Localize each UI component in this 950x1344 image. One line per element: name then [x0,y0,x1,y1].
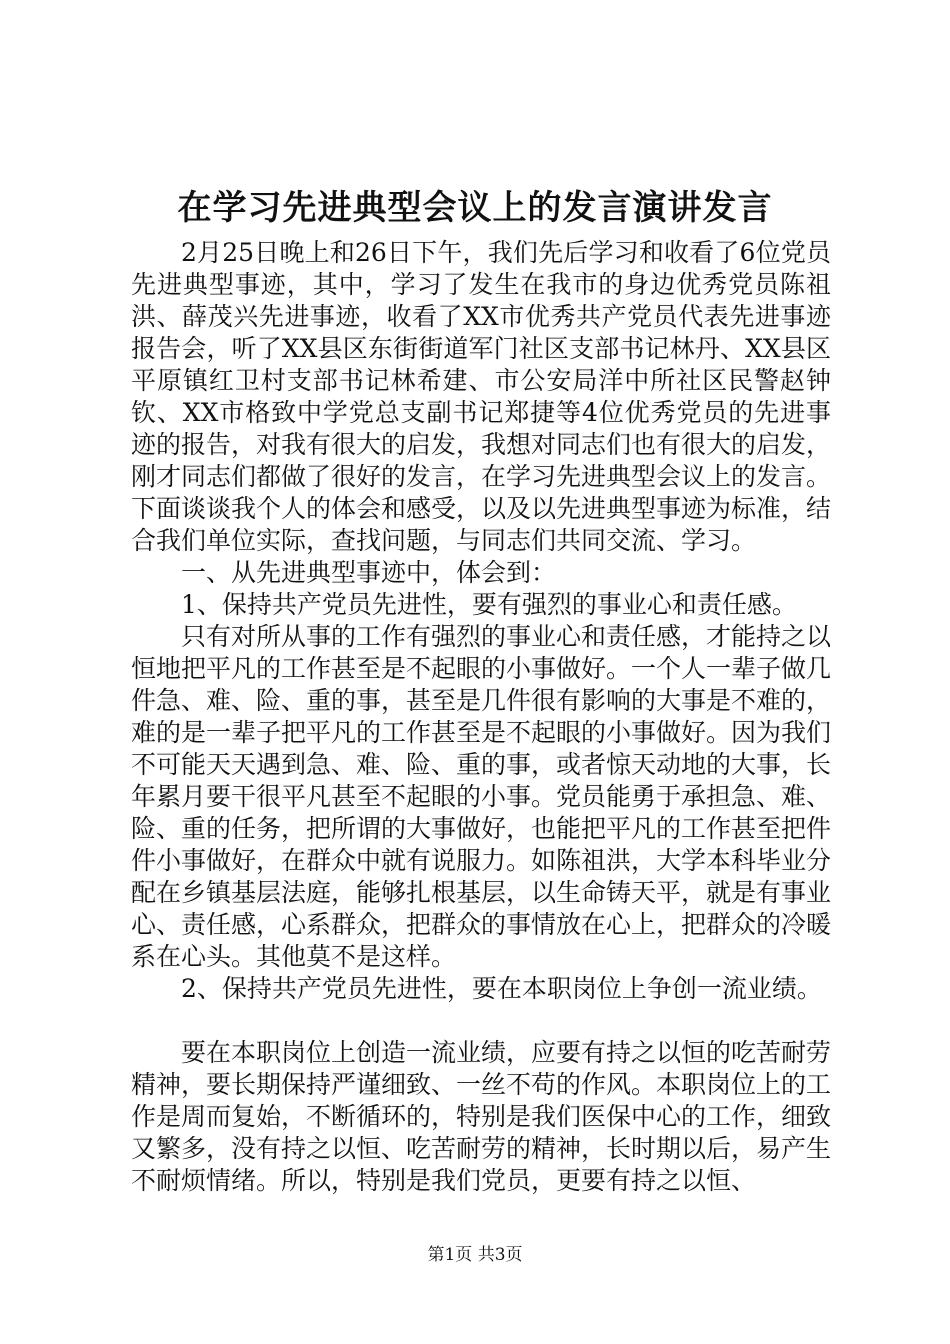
document-body [131,237,831,1197]
paragraph-point-1: 只有对所从事的工作有强烈的事业心和责任感，才能持之以恒地把平凡的工作甚至是不起眼的小事做好。一个人一辈子做几件急、难、险、重的事，甚至是几件很有影响的大事是不难的，难的是一辈子把平凡的工作甚至是不起眼的小事做好。因为我们不可能天天遇到急、难、险、重的事，或者惊天动地的大事，长年累月要干很平凡甚至不起眼的小事。党员能勇于承担急、难、险、重的任务，把所谓的大事做好，也能把平凡的工作甚至把件件小事做好，在群众中就有说服力。如陈祖洪，大学本科毕业分配在乡镇基层法庭，能够扎根基层，以生命铸天平，就是有事业心、责任感，心系群众，把群众的事情放在心上，把群众的冷暖系在心头。其他莫不是这样。 [131,622,832,971]
point-heading-2: 2、保持共产党员先进性，要在本职岗位上争创一流业绩。 [181,974,822,1003]
document-title: 在学习先进典型会议上的发言演讲发言 [177,188,773,228]
paragraph-point-2: 要在本职岗位上创造一流业绩，应要有持之以恒的吃苦耐劳精神，要长期保持严谨细致、一丝不苟的作风。本职岗位上的工作是周而复始，不断循环的，特别是我们医保中心的工作，细致又繁多，没有持之以恒、吃苦耐劳的精神，长时期以后，易产生不耐烦情绪。所以，特别是我们党员，更要有持之以恒、 [131,1038,832,1195]
page-footer: 第1页 共3页 [427,1245,523,1265]
point-heading-1: 1、保持共产党员先进性，要有强烈的事业心和责任感。 [181,590,797,619]
paragraph-intro: 2月25日晚上和26日下午，我们先后学习和收看了6位党员先进典型事迹，其中，学习了发生在我市的身边优秀党员陈祖洪、薛茂兴先进事迹，收看了XX市优秀共产党员代表先进事迹报告会，听了XX县区东街街道军门社区支部书记林丹、XX县区平原镇红卫村支部书记林希建、市公安局洋中所社区民警赵钟钦、XX市格致中学党总支副书记郑捷等4位优秀党员的先进事迹的报告，对我有很大的启发，我想对同志们也有很大的启发，刚才同志们都做了很好的发言，在学习先进典型会议上的发言。下面谈谈我个人的体会和感受，以及以先进典型事迹为标准，结合我们单位实际，查找问题，与同志们共同交流、学习。 [131,238,832,555]
section-heading-1: 一、从先进典型事迹中，体会到： [181,558,557,587]
